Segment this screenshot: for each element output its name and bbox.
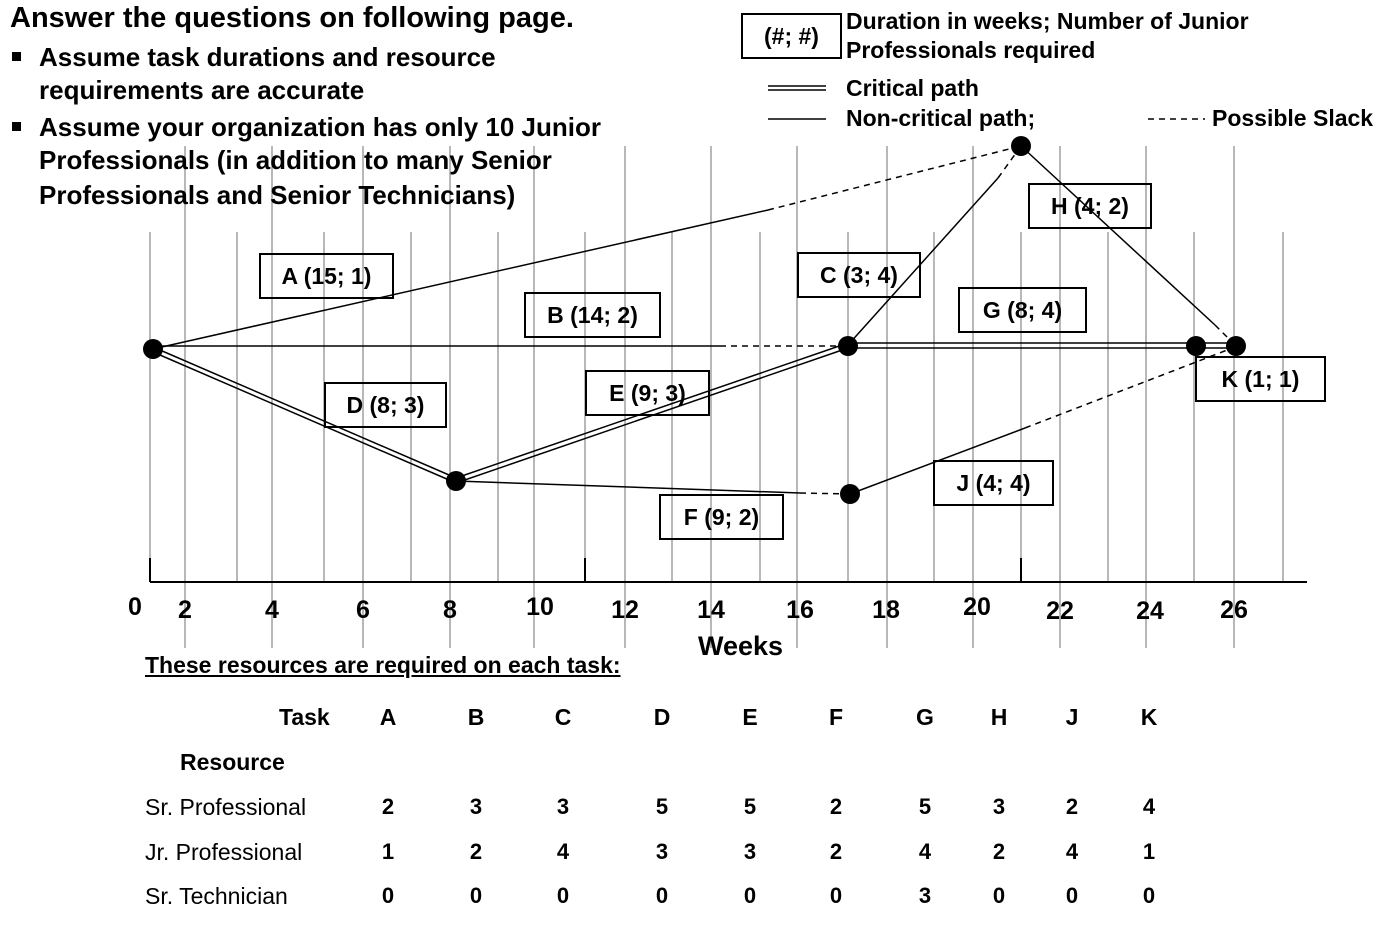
legend-possible-slack: Possible Slack [1212, 105, 1374, 131]
legend-box-desc-line-1: Duration in weeks; Number of Junior [846, 8, 1249, 34]
axis-tick-label: 6 [356, 596, 370, 624]
node-week-17-f [840, 484, 860, 504]
task-c-label: C (3; 4) [797, 252, 921, 298]
table-cell: 2 [992, 839, 1006, 864]
task-a-label: A (15; 1) [259, 253, 394, 299]
column-header: K [1140, 704, 1158, 730]
column-header: C [554, 704, 572, 730]
node-week-8 [446, 471, 466, 491]
page-heading: Answer the questions on following page. [10, 2, 574, 34]
column-header: J [1065, 704, 1079, 730]
legend-noncritical-path: Non-critical path; [846, 105, 1036, 131]
column-header: A [379, 704, 397, 730]
task-h-label: H (4; 2) [1028, 183, 1152, 229]
node-week-21 [1011, 136, 1031, 156]
axis-tick-label: 10 [526, 593, 554, 621]
column-header: E [742, 704, 758, 730]
resource-header: Resource [180, 749, 285, 775]
table-cell: 4 [556, 839, 570, 864]
table-cell: 3 [743, 839, 757, 864]
column-header: G [916, 704, 934, 730]
table-cell: 4 [1142, 794, 1156, 819]
table-cell: 5 [655, 794, 669, 819]
bullet-2-line-3: Professionals and Senior Technicians) [39, 180, 516, 210]
table-cell: 3 [918, 883, 932, 908]
task-d-label: D (8; 3) [324, 382, 447, 428]
bullet-2 [12, 110, 601, 145]
column-header: D [653, 704, 671, 730]
node-start [143, 339, 163, 359]
axis-tick-label: 14 [697, 596, 725, 624]
axis-tick-label: 22 [1046, 597, 1074, 625]
row-label: Sr. Professional [145, 794, 307, 820]
table-cell: 0 [829, 883, 843, 908]
task-e-label: E (9; 3) [585, 370, 710, 416]
table-cell: 1 [1142, 839, 1156, 864]
axis-tick-label: 0 [128, 593, 142, 621]
axis-tick-label: 8 [443, 596, 457, 624]
axis-tick-label: 2 [178, 596, 192, 624]
table-cell: 3 [655, 839, 669, 864]
bullet-1-line-2: requirements are accurate [39, 75, 365, 105]
column-header: B [467, 704, 485, 730]
task-g-path [848, 343, 1196, 348]
table-cell: 0 [1065, 883, 1079, 908]
table-cell: 5 [918, 794, 932, 819]
table-cell: 3 [556, 794, 570, 819]
bullet-2-line-2: Professionals (in addition to many Senior [39, 145, 552, 175]
axis-tick-label: 4 [265, 596, 279, 624]
table-cell: 0 [743, 883, 757, 908]
task-f-path [456, 481, 850, 494]
node-week-25 [1186, 336, 1206, 356]
table-cell: 0 [1142, 883, 1156, 908]
task-header: Task [279, 704, 330, 730]
column-header: H [990, 704, 1008, 730]
table-cell: 4 [1065, 839, 1079, 864]
table-cell: 0 [381, 883, 395, 908]
bullet-marker [12, 122, 21, 131]
table-cell: 0 [556, 883, 570, 908]
table-cell: 2 [469, 839, 483, 864]
table-cell: 1 [381, 839, 395, 864]
table-cell: 3 [992, 794, 1006, 819]
bullet-2-line-1: Assume your organization has only 10 Junior [39, 112, 602, 142]
node-end [1226, 336, 1246, 356]
task-j-label: J (4; 4) [933, 460, 1054, 506]
table-cell: 2 [1065, 794, 1079, 819]
bullet-marker [12, 52, 21, 61]
table-cell: 0 [992, 883, 1006, 908]
axis-tick-label: 16 [786, 596, 814, 624]
axis-tick-label: 20 [963, 593, 991, 621]
task-g-label: G (8; 4) [958, 287, 1087, 333]
bullet-1-line-1: Assume task durations and resource [39, 42, 496, 72]
axis-label-weeks: Weeks [698, 631, 784, 661]
table-cell: 0 [655, 883, 669, 908]
legend-critical-path: Critical path [846, 75, 979, 101]
table-cell: 3 [469, 794, 483, 819]
bullet-1 [12, 40, 496, 75]
task-k-label: K (1; 1) [1195, 356, 1326, 402]
node-week-17 [838, 336, 858, 356]
axis-tick-label: 26 [1220, 596, 1248, 624]
table-cell: 2 [829, 839, 843, 864]
row-label: Jr. Professional [145, 839, 303, 865]
table-cell: 2 [829, 794, 843, 819]
legend-box-desc-line-2: Professionals required [846, 37, 1096, 63]
table-cell: 0 [469, 883, 483, 908]
task-f-label: F (9; 2) [659, 494, 784, 540]
table-cell: 2 [381, 794, 395, 819]
legend-box: (#; #) [741, 13, 842, 59]
axis-tick-label: 24 [1136, 597, 1164, 625]
axis-tick-label: 12 [611, 596, 639, 624]
axis-tick-label: 18 [872, 596, 900, 624]
table-cell: 4 [918, 839, 932, 864]
resources-title: These resources are required on each task: [145, 652, 621, 678]
table-cell: 5 [743, 794, 757, 819]
row-label: Sr. Technician [145, 883, 288, 909]
column-header: F [828, 704, 844, 730]
task-b-label: B (14; 2) [524, 292, 661, 338]
